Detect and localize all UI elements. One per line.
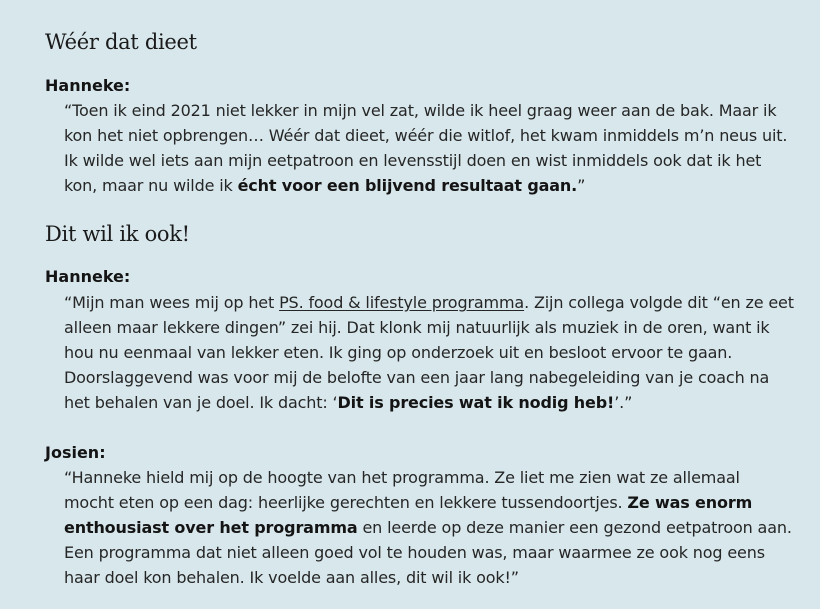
quote-text: . Zijn collega volgde dit “en ze eet [524, 293, 794, 312]
quote-line: Ik wilde wel iets aan mijn eetpatroon en levensstijl doen en wist inmiddels ook dat ik het [64, 151, 762, 170]
emphasis-text: Dit is precies wat ik nodig heb! [337, 393, 615, 412]
programma-link[interactable]: PS. food & lifestyle programma [279, 293, 525, 312]
quote-line [64, 290, 794, 315]
section-heading-weer-dat-dieet: Wéér dat dieet [45, 30, 197, 54]
quote-line: hou nu eenmaal van lekker eten. Ik ging op onderzoek uit en besloot ervoor te gaan. [64, 343, 733, 362]
quote-text: “Mijn man wees mij op het [64, 293, 280, 312]
quote-text: ” [577, 176, 586, 195]
quote-line: “Toen ik eind 2021 niet lekker in mijn vel zat, wilde ik heel graag weer aan de bak. Maar ik [64, 101, 777, 120]
quote-line: haar doel kon behalen. Ik voelde aan alles, dit wil ik ook!” [64, 568, 519, 587]
speaker-name: Josien: [45, 443, 106, 462]
emphasis-text: Ze was enorm [627, 493, 753, 512]
quote-text: kon, maar nu wilde ik [64, 176, 238, 195]
speaker-name: Hanneke: [45, 267, 131, 286]
quote-line: kon het niet opbrengen… Wéér dat dieet, wéér die witlof, het kwam inmiddels m’n neus uit. [64, 126, 788, 145]
quote-paragraph [64, 290, 794, 415]
quote-line [64, 490, 789, 515]
quote-line: “Hanneke hield mij op de hoogte van het programma. Ze liet me zien wat ze allemaal [64, 468, 740, 487]
quote-line [64, 515, 792, 540]
quote-paragraph [64, 465, 792, 590]
quote-line: Doorslaggevend was voor mij de belofte van een jaar lang nabegeleiding van je coach na [64, 368, 770, 387]
quote-text: het behalen van je doel. Ik dacht: ‘ [64, 393, 338, 412]
quote-text: ’.” [614, 393, 633, 412]
quote-paragraph [64, 98, 789, 198]
emphasis-text: enthousiast over het programma [64, 518, 358, 537]
quote-text: en leerde op deze manier een gezond eetpatroon aan. [357, 518, 792, 537]
quote-line: Een programma dat niet alleen goed vol te houden was, maar waarmee ze ook nog eens [64, 543, 765, 562]
emphasis-text: écht voor een blijvend resultaat gaan. [237, 176, 578, 195]
quote-line [64, 390, 789, 415]
section-heading-dit-wil-ik-ook: Dit wil ik ook! [45, 222, 190, 246]
quote-line: alleen maar lekkere dingen” zei hij. Dat klonk mij natuurlijk als muziek in de oren, want ik [64, 318, 770, 337]
speaker-name: Hanneke: [45, 76, 131, 95]
quote-line [64, 173, 789, 198]
quote-text: mocht eten op een dag: heerlijke gerechten en lekkere tussendoortjes. [64, 493, 628, 512]
